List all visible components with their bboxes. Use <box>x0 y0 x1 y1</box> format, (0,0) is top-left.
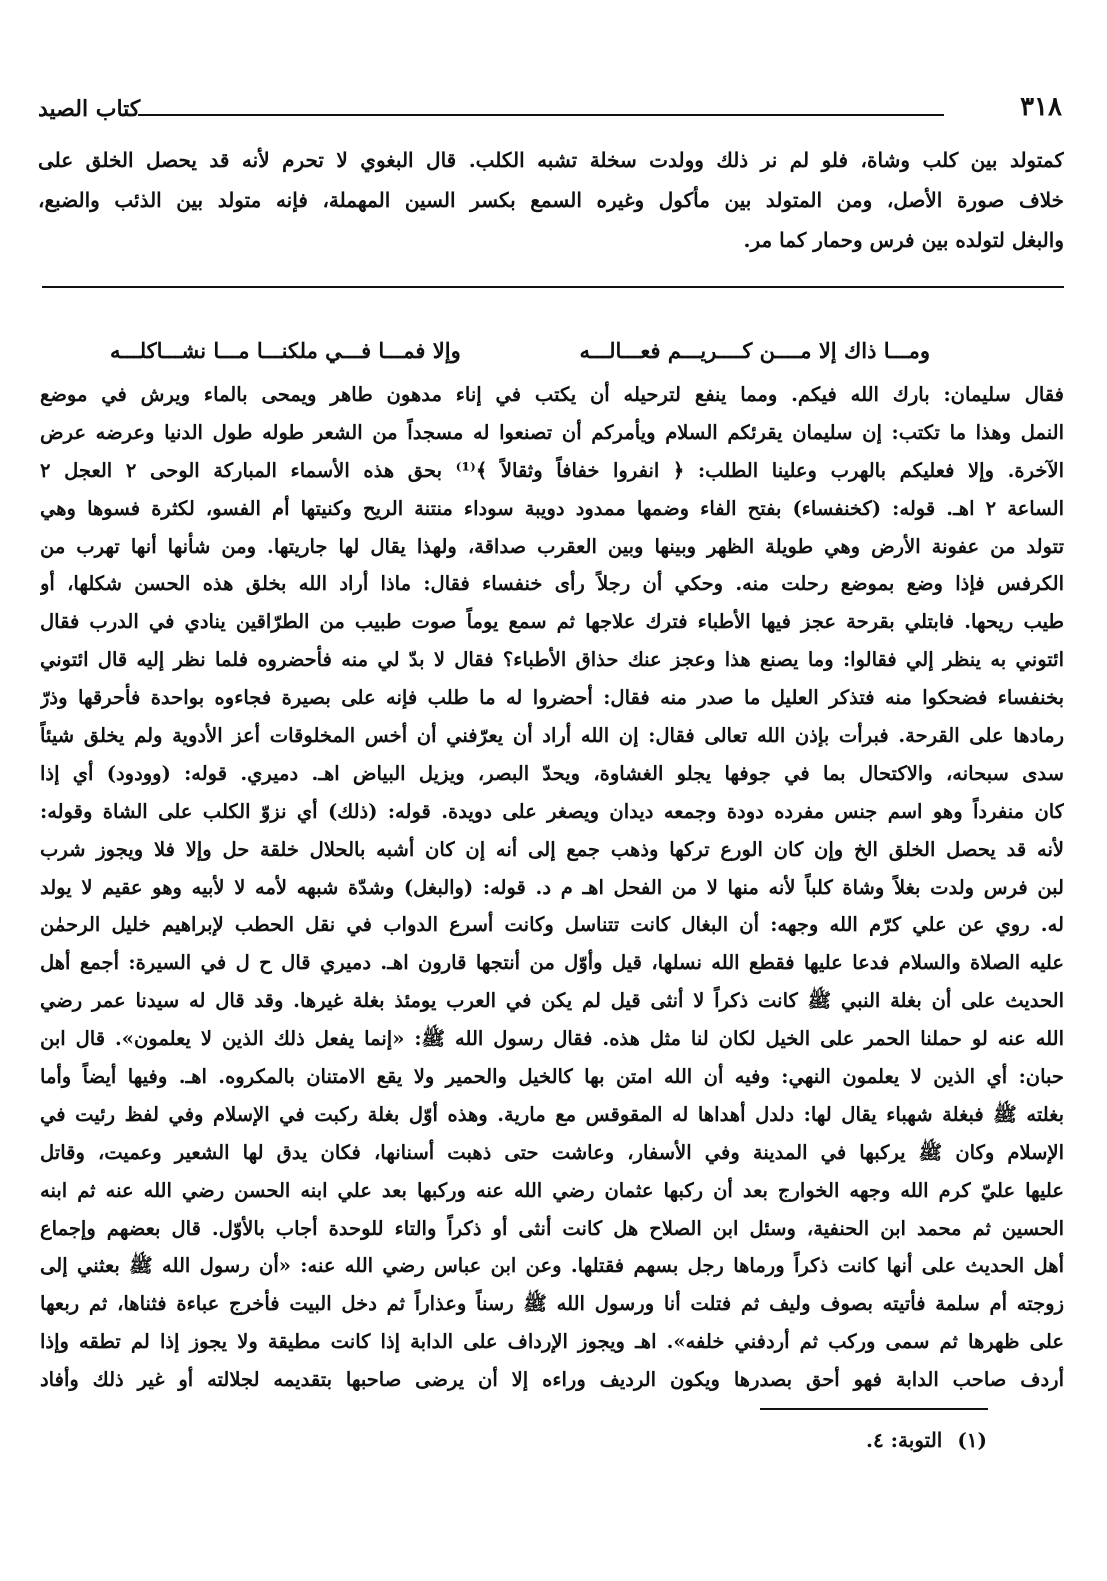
commentary-line: الحديث على أن بغلة النبي ﷺ كانت ذكراً لا أنثى قيل لم يكن في العرب يومئذ بغلة غيرها. وقد قال له سيدنا عمر رضي <box>40 989 1064 1013</box>
commentary-line: الإسلام وكان ﷺ يركبها في المدينة وفي الأسفار، وعاشت حتى ذهبت أسنانها، فكان يدق لها الشعير وعميت، وقاتل <box>40 1140 1064 1164</box>
commentary-block <box>40 376 1064 1399</box>
commentary-line: بخنفساء فضحكوا منه فتذكر العليل ما صدر منه فقال: أحضروا له ما طلب فإنه على بصيرة فجاءوه بواحدة فأحرقها وذرّ <box>40 686 1064 710</box>
commentary-line: أهل الحديث على أنها كانت ذكراً ورماها رجل بسهم فقتلها. وعن ابن عباس رضي الله عنه: «أن رسول الله ﷺ بعثني إلى <box>40 1254 1064 1278</box>
main-text-line: والبغل لتولده بين فرس وحمار كما مر. <box>743 228 1064 252</box>
commentary-line: تتولد من عفونة الأرض وهي طويلة الظهر وبينها وبين العقرب صداقة، ولهذا يقال لها جاريتها. ومن شأنها أنها تهرب من <box>40 534 1064 558</box>
footnote-text: التوبة: ٤. <box>865 1428 943 1452</box>
commentary-line: الساعة ٢ اهـ. قوله: (كخنفساء) بفتح الفاء وضمها ممدود دويبة سوداء منتنة الريح وكنيتها أم الفسو، لكثرة فسوها وهي <box>40 496 1064 520</box>
commentary-line: الحسين ثم محمد ابن الحنفية، وسئل ابن الصلاح هل كانت أنثى أو ذكراً والتاء للوحدة أجاب بالأوّل. قال بعضهم وإجماع <box>40 1216 1064 1240</box>
commentary-line: حبان: أي الذين لا يعلمون النهي: وفيه أن الله امتن بها كالخيل والحمير ولا يقع الامتنان بالمكروه. اهـ. وفيها أيضاً وأما <box>40 1065 1064 1089</box>
footnote <box>866 1428 987 1452</box>
footnote-number: (١) <box>957 1428 987 1452</box>
book-title: كتاب الصيد <box>38 96 141 122</box>
main-text-block <box>38 140 1064 260</box>
commentary-line: الله عنه لو حملنا الحمر على الخيل لكان لنا مثل هذه. فقال رسول الله ﷺ: «إنما يفعل ذلك الذين لا يعلمون». قال ابن <box>40 1027 1064 1051</box>
commentary-line: كان منفرداً وهو اسم جنس مفرده دودة وجمعه ديدان ويصغر على دويدة. قوله: (ذلك) أي نزوّ الكلب على الشاة وقوله: <box>40 799 1064 823</box>
commentary-line: عليه الصلاة والسلام فدعا عليها فقطع الله نسلها، قيل وأوّل من أنتجها قارون اهـ. دميري قال ح ل في السيرة: أجمع أهل <box>40 951 1064 975</box>
commentary-line: فقال سليمان: بارك الله فيكم. ومما ينفع لترحيله أن يكتب في إناء مدهون طاهر ويمحى بالماء ويرش في موضع <box>40 383 1064 406</box>
commentary-line: له. روي عن علي كرّم الله وجهه: أن البغال كانت تتناسل وكانت أسرع الدواب في نقل الحطب لإبراهيم خليل الرحمٰن <box>40 913 1064 937</box>
commentary-line: ائتوني به ينظر إلي فقالوا: وما يصنع هذا وعجز عنك حذاق الأطباء؟ فقال لا بدّ لي منه فأحضروه فلما نظر إليه قال ائتوني <box>40 648 1064 672</box>
commentary-line: عليها عليّ كرم الله وجهه الخوارج بعد أن ركبها عثمان رضي الله عنه وركبها بعد علي ابنه الحسن رضي الله عنه ثم ابنه <box>40 1178 1064 1202</box>
commentary-line: زوجته أم سلمة فأتيته بصوف وليف ثم فتلت أنا ورسول الله ﷺ رسناً وعذاراً ثم دخل البيت فأخرج عباءة فثناها، ثم ربعها <box>40 1292 1064 1316</box>
main-text-line: كمتولد بين كلب وشاة، فلو لم نر ذلك وولدت سخلة تشبه الكلب. قال البغوي لا تحرم لأنه قد يحصل الخلق على <box>38 148 1064 172</box>
main-text-line: خلاف صورة الأصل، ومن المتولد بين مأكول وغيره السمع بكسر السين المهملة، فإنه متولد بين الذئب والضبع، <box>38 188 1064 212</box>
section-divider <box>42 286 1064 288</box>
commentary-line: سدى سبحانه، والاكتحال بما في جوفها يجلو الغشاوة، ويحدّ البصر، ويزيل البياض اهـ. دميري. قوله: (وودود) أي إذا <box>40 761 1064 785</box>
commentary-line: لأنه قد يحصل الخلق الخ وإن كان الورع تركها وذهب جمع إلى أنه إن كان أشبه بالحلال خلقة حل وإلا فلا ويجوز شرب <box>40 837 1064 861</box>
page-number: ٣١٨ <box>1020 92 1062 122</box>
commentary-line: النمل وهذا ما تكتب: إن سليمان يقرئكم السلام ويأمركم أن تصنعوا له مسجداً من الشعر طوله طول الدنيا وعرضه عرض <box>40 420 1064 444</box>
commentary-line: أردف صاحب الدابة فهو أحق بصدرها ويكون الرديف وراءه إلا أن يرضى صاحبها بتقديمه لجلالته أو غير ذلك وأفاد <box>40 1368 1064 1392</box>
commentary-line: رمادها على القرحة. فبرأت بإذن الله تعالى فقال: إن الله أراد أن يعرّفني أن أخس المخلوقات أعز الأدوية ولم يخلق شيئاً <box>40 724 1064 748</box>
verse-second-hemistich: وإلا فمـــا فـــي ملكنـــا مـــا نشـــاكلـــه <box>110 338 461 363</box>
commentary-line: بغلته ﷺ فبغلة شهباء يقال لها: دلدل أهداها له المقوقس مع مارية. وهذه أوّل بغلة ركبت في الإسلام وفي لفظ رئيت في <box>40 1102 1064 1126</box>
header-rule <box>138 114 944 116</box>
commentary-line: طيب ريحها. فابتلي بقرحة عجز فيها الأطباء فترك علاجها ثم سمع يوماً صوت طبيب من الطرّاقين ينادي في الدرب فقال <box>40 610 1064 634</box>
commentary-line: الآخرة. وإلا فعليكم بالهرب وعلينا الطلب: ﴿ انفروا خفافاً وثقالاً ﴾⁽¹⁾ بحق هذه الأسماء المباركة الوحى ٢ العجل ٢ <box>40 458 1064 482</box>
commentary-line: لبن فرس ولدت بغلاً وشاة كلباً لأنه منها لا من الفحل اهـ م د. قوله: (والبغل) وشدّة شبهه لأمه لا لأبيه وهو عقيم لا يولد <box>40 875 1064 899</box>
verse-first-hemistich: ومـــا ذاك إلا مــــن كــــريـــم فعـــالـــه <box>579 338 930 363</box>
poetry-verse <box>110 333 930 373</box>
running-header <box>38 92 1062 132</box>
commentary-line: على ظهرها ثم سمى وركب ثم أردفني خلفه». اهـ ويجوز الإرداف على الدابة إذا كانت مطيقة ولا يجوز إذا لم تطقه وإذا <box>40 1330 1064 1354</box>
commentary-line: الكرفس فإذا وضع بموضع رحلت منه. وحكي أن رجلاً رأى خنفساء فقال: ماذا أراد الله بخلق هذه الحسن شكلها، أو <box>40 572 1064 596</box>
footnote-rule <box>760 1408 988 1410</box>
